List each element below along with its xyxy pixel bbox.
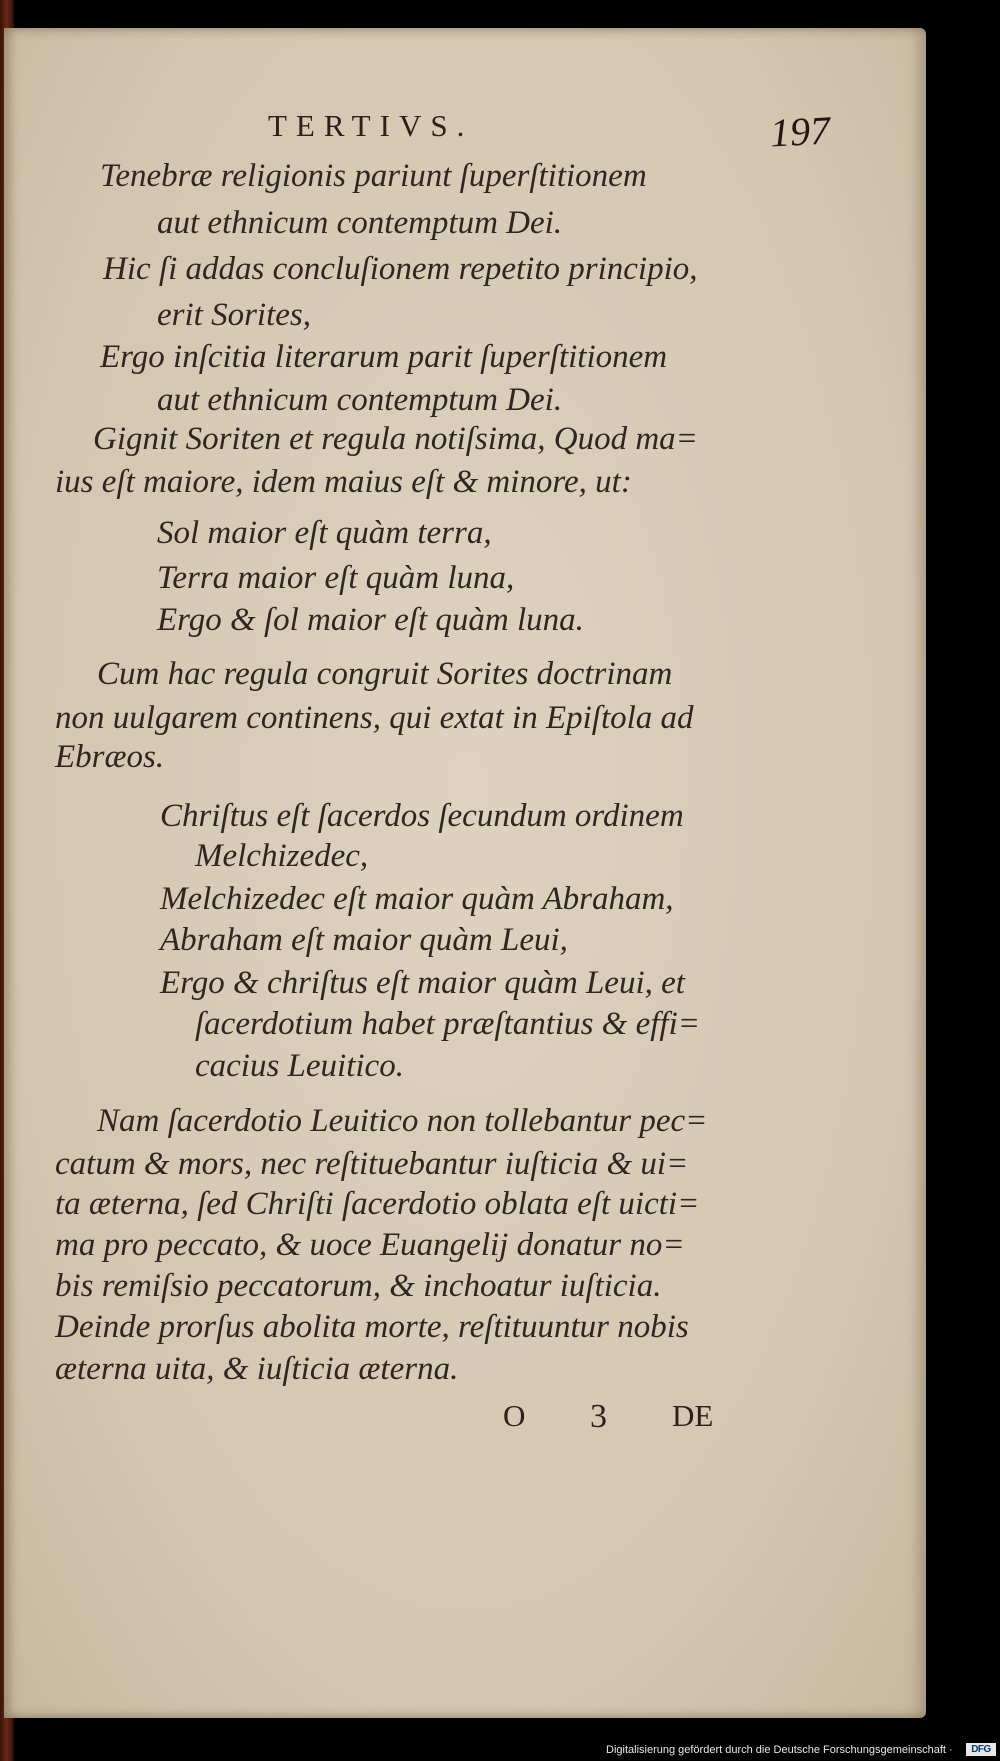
page-number: 197: [768, 107, 832, 156]
text-line: Terra maior eſt quàm luna,: [157, 560, 515, 596]
text-line: Deinde prorſus abolita morte, reſtituuntur nobis: [55, 1309, 689, 1345]
text-line: Ergo & chriſtus eſt maior quàm Leui, et: [160, 965, 685, 1001]
text-line: ta æterna, ſed Chriſti ſacerdotio oblata eſt uicti=: [55, 1186, 700, 1222]
text-line: ſacerdotium habet præſtantius & effi=: [195, 1006, 701, 1042]
text-line: Chriſtus eſt ſacerdos ſecundum ordinem: [160, 798, 684, 834]
text-line: aut ethnicum contemptum Dei.: [157, 382, 563, 418]
dfg-logo: DFG: [966, 1743, 996, 1756]
text-line: æterna uita, & iuſticia æterna.: [55, 1351, 459, 1387]
text-line: catum & mors, nec reſtituebantur iuſticia & ui=: [55, 1146, 689, 1182]
signature-number: 3: [590, 1398, 607, 1435]
text-line: erit Sorites,: [157, 297, 311, 333]
text-line: cacius Leuitico.: [195, 1048, 404, 1084]
text-line: Tenebræ religionis pariunt ſuperſtitionem: [100, 158, 647, 194]
text-line: Sol maior eſt quàm terra,: [157, 515, 492, 551]
text-line: aut ethnicum contemptum Dei.: [157, 205, 563, 241]
text-line: Abraham eſt maior quàm Leui,: [160, 922, 568, 958]
text-line: Nam ſacerdotio Leuitico non tollebantur pec=: [97, 1103, 708, 1139]
text-line: Hic ſi addas concluſionem repetito principio,: [103, 251, 698, 287]
text-line: Ergo inſcitia literarum parit ſuperſtitionem: [100, 339, 668, 375]
digitization-credit: Digitalisierung gefördert durch die Deutsche Forschungsgemeinschaft ·: [606, 1744, 953, 1756]
text-line: Ergo & ſol maior eſt quàm luna.: [157, 602, 584, 638]
text-line: non uulgarem continens, qui extat in Epiſtola ad: [55, 700, 694, 736]
text-line: Melchizedec eſt maior quàm Abraham,: [160, 881, 674, 917]
text-line: ma pro peccato, & uoce Euangelij donatur no=: [55, 1227, 685, 1263]
text-line: Cum hac regula congruit Sorites doctrinam: [97, 656, 673, 692]
text-line: ius eſt maiore, idem maius eſt & minore, ut:: [55, 464, 632, 500]
catchword: DE: [672, 1398, 714, 1433]
text-line: Melchizedec,: [195, 838, 369, 874]
text-line: bis remiſsio peccatorum, & inchoatur iuſticia.: [55, 1268, 662, 1304]
signature-letter: O: [503, 1398, 526, 1433]
text-line: Gignit Soriten et regula notiſsima, Quod ma=: [93, 421, 698, 457]
running-head: TERTIVS.: [268, 108, 474, 143]
text-line: Ebræos.: [55, 739, 165, 775]
